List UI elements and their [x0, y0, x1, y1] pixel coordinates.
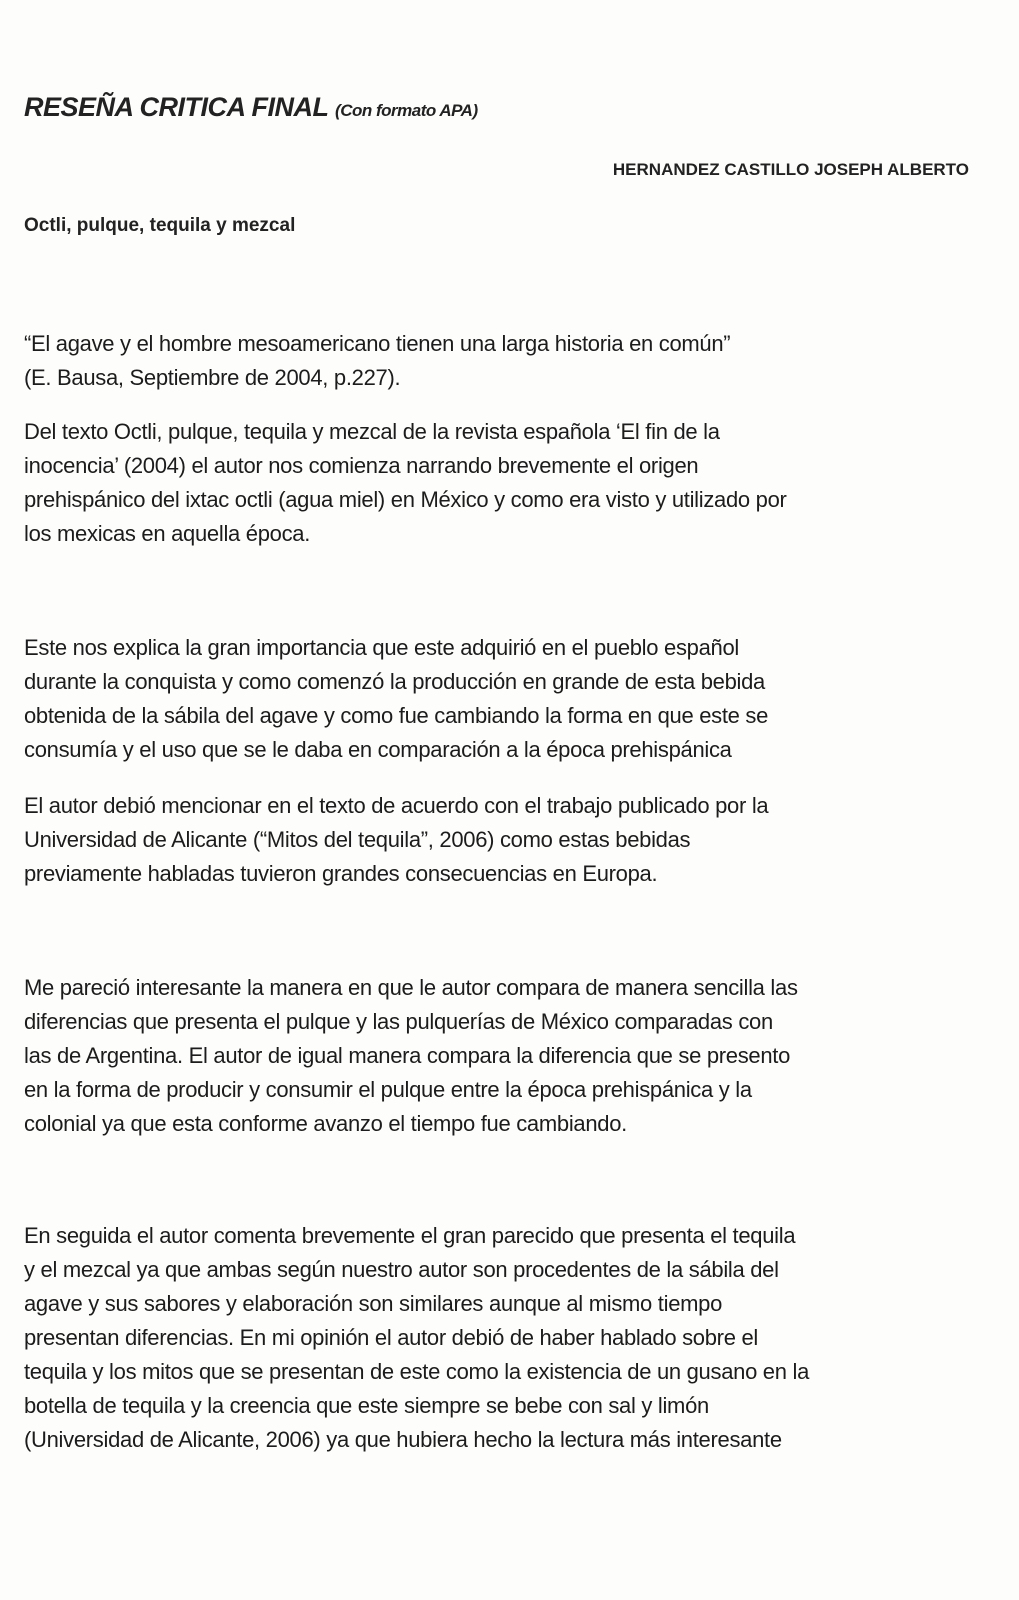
- text-line: Este nos explica la gran importancia que este adquirió en el pueblo español: [24, 635, 739, 660]
- text-line: Universidad de Alicante (“Mitos del tequila”, 2006) como estas bebidas: [24, 827, 691, 852]
- paragraph-intro: [24, 415, 787, 551]
- text-line: y el mezcal ya que ambas según nuestro autor son procedentes de la sábila del: [24, 1257, 779, 1282]
- text-line: presentan diferencias. En mi opinión el autor debió de haber hablado sobre el: [24, 1325, 758, 1350]
- paragraph-europe: [24, 789, 768, 891]
- text-line: agave y sus sabores y elaboración son similares aunque al mismo tiempo: [24, 1291, 723, 1316]
- text-line: colonial ya que esta conforme avanzo el tiempo fue cambiando.: [24, 1111, 627, 1136]
- document-subtitle: Octli, pulque, tequila y mezcal: [24, 215, 296, 236]
- text-line: las de Argentina. El autor de igual manera compara la diferencia que se presento: [24, 1043, 791, 1068]
- paragraph-tequila-mezcal: [24, 1219, 809, 1457]
- text-line: Me pareció interesante la manera en que le autor compara de manera sencilla las: [24, 975, 798, 1000]
- paragraph-quote: [24, 327, 730, 395]
- text-line: (E. Bausa, Septiembre de 2004, p.227).: [24, 365, 401, 390]
- text-line: Del texto Octli, pulque, tequila y mezcal de la revista española ‘El fin de la: [24, 419, 720, 444]
- document-title: [24, 92, 478, 123]
- text-line: los mexicas en aquella época.: [24, 521, 311, 546]
- text-line: “El agave y el hombre mesoamericano tienen una larga historia en común”: [24, 331, 731, 356]
- text-line: consumía y el uso que se le daba en comparación a la época prehispánica: [24, 737, 732, 762]
- text-line: En seguida el autor comenta brevemente el gran parecido que presenta el tequila: [24, 1223, 796, 1248]
- author-name: HERNANDEZ CASTILLO JOSEPH ALBERTO: [612, 160, 969, 179]
- text-line: obtenida de la sábila del agave y como fue cambiando la forma en que este se: [24, 703, 769, 728]
- paragraph-importance: [24, 631, 768, 767]
- text-line: tequila y los mitos que se presentan de este como la existencia de un gusano en la: [24, 1359, 810, 1384]
- text-line: durante la conquista y como comenzó la producción en grande de esta bebida: [24, 669, 765, 694]
- text-line: previamente habladas tuvieron grandes consecuencias en Europa.: [24, 861, 658, 886]
- text-line: diferencias que presenta el pulque y las pulquerías de México comparadas con: [24, 1009, 773, 1034]
- text-line: El autor debió mencionar en el texto de acuerdo con el trabajo publicado por la: [24, 793, 769, 818]
- title-note: (Con formato APA): [335, 101, 478, 120]
- title-main: RESEÑA CRITICA FINAL: [24, 92, 329, 122]
- text-line: prehispánico del ixtac octli (agua miel) en México y como era visto y utilizado por: [24, 487, 787, 512]
- text-line: inocencia’ (2004) el autor nos comienza narrando brevemente el origen: [24, 453, 699, 478]
- paragraph-pulquerias: [24, 971, 798, 1141]
- text-line: botella de tequila y la creencia que este siempre se bebe con sal y limón: [24, 1393, 709, 1418]
- text-line: en la forma de producir y consumir el pulque entre la época prehispánica y la: [24, 1077, 752, 1102]
- text-line: (Universidad de Alicante, 2006) ya que hubiera hecho la lectura más interesante: [24, 1427, 782, 1452]
